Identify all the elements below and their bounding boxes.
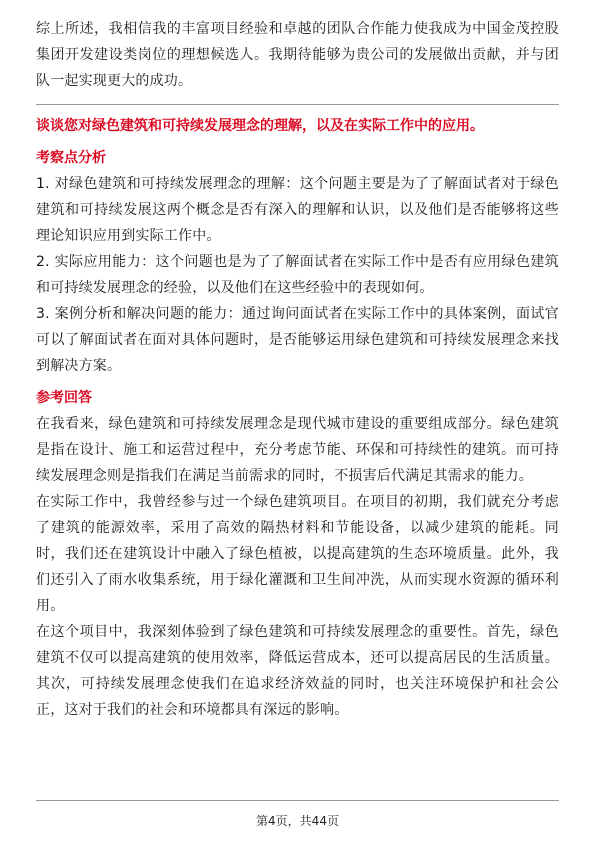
analysis-item: 3. 案例分析和解决问题的能力：通过询问面试者在实际工作中的具体案例，面试官可以了解面试者在面对具体问题时，是否能够运用绿色建筑和可持续发展理念来找到解决方案。 <box>36 306 559 374</box>
document-page <box>36 16 559 723</box>
answer-title: 参考回答 <box>36 390 92 406</box>
intro-paragraph: 综上所述，我相信我的丰富项目经验和卓越的团队合作能力使我成为中国金茂控股集团开发建设类岗位的理想候选人。我期待能够为贵公司的发展做出贡献，并与团队一起实现更大的成功。 <box>36 21 559 89</box>
analysis-item: 2. 实际应用能力：这个问题也是为了了解面试者在实际工作中是否有应用绿色建筑和可持续发展理念的经验，以及他们在这些经验中的表现如何。 <box>36 254 559 296</box>
footer-divider <box>36 800 559 801</box>
answer-paragraph: 在这个项目中，我深刻体验到了绿色建筑和可持续发展理念的重要性。首先，绿色建筑不仅可以提高建筑的使用效率，降低运营成本，还可以提高居民的生活质量。其次，可持续发展理念使我们在追求经济效益的同时，也关注环境保护和社会公正，这对于我们的社会和环境都具有深远的影响。 <box>36 624 559 718</box>
answer-paragraph: 在我看来，绿色建筑和可持续发展理念是现代城市建设的重要组成部分。绿色建筑是指在设计、施工和运营过程中，充分考虑节能、环保和可持续性的建筑。而可持续发展理念则是指我们在满足当前需求的同时，不损害后代满足其需求的能力。 <box>36 416 559 484</box>
question-heading: 谈谈您对绿色建筑和可持续发展理念的理解，以及在实际工作中的应用。 <box>36 118 484 134</box>
divider <box>36 104 559 105</box>
answer-paragraph: 在实际工作中，我曾经参与过一个绿色建筑项目。在项目的初期，我们就充分考虑了建筑的能源效率，采用了高效的隔热材料和节能设备，以减少建筑的能耗。同时，我们还在建筑设计中融入了绿色植被，以提高建筑的生态环境质量。此外，我们还引入了雨水收集系统，用于绿化灌溉和卫生间冲洗，从而实现水资源的循环利用。 <box>36 494 559 614</box>
analysis-title: 考察点分析 <box>36 150 106 166</box>
page-number: 第4页，共44页 <box>256 814 339 828</box>
analysis-item: 1. 对绿色建筑和可持续发展理念的理解：这个问题主要是为了了解面试者对于绿色建筑和可持续发展这两个概念是否有深入的理解和认识，以及他们是否能够将这些理论知识应用到实际工作中。 <box>36 176 559 244</box>
